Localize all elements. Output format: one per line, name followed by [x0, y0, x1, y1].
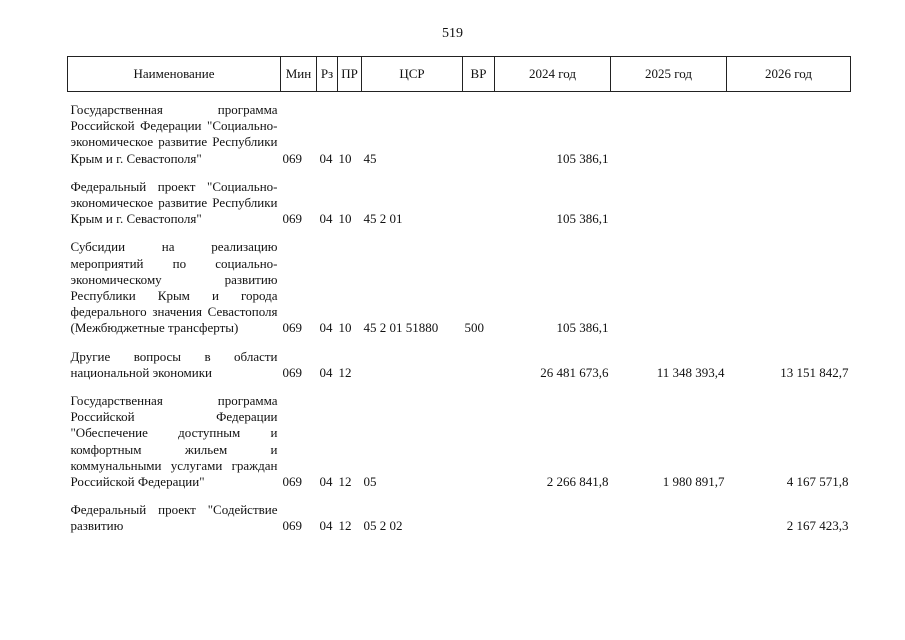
row-2025 [611, 179, 727, 230]
row-pr: 12 [338, 518, 352, 534]
header-2026: 2026 год [727, 57, 851, 92]
row-2024: 26 481 673,6 [540, 364, 609, 380]
row-pr: 12 [338, 364, 352, 380]
table-row [68, 239, 851, 338]
row-2026 [727, 239, 851, 338]
row-2025 [611, 502, 727, 536]
table-row [68, 349, 851, 383]
header-2024: 2024 год [495, 57, 611, 92]
row-vr: 500 [464, 320, 484, 336]
row-2024: 105 386,1 [556, 211, 609, 227]
budget-table [67, 56, 851, 537]
row-vr [463, 393, 495, 492]
row-min: 069 [282, 150, 302, 166]
row-csr: 05 2 02 [363, 518, 403, 534]
row-csr: 45 [363, 150, 377, 166]
row-pr: 10 [338, 211, 352, 227]
header-rz: Рз [317, 57, 338, 92]
row-name: Федеральный проект "Содействие развитию [70, 502, 278, 534]
row-rz: 04 [319, 518, 333, 534]
row-2026: 4 167 571,8 [786, 474, 849, 490]
table-header-row [68, 57, 851, 92]
row-2025 [611, 102, 727, 169]
row-min: 069 [282, 211, 302, 227]
row-pr: 12 [338, 474, 352, 490]
table-row [68, 102, 851, 169]
row-name: Государственная программа Российской Федерации "Социально-экономическое развитие Республики Крым и г. Севастополя" [70, 102, 278, 166]
row-vr [463, 349, 495, 383]
row-2024: 2 266 841,8 [546, 474, 609, 490]
row-vr [463, 179, 495, 230]
row-csr: 45 2 01 51880 [363, 320, 439, 336]
row-min: 069 [282, 518, 302, 534]
row-csr: 45 2 01 [363, 211, 403, 227]
row-2024: 105 386,1 [556, 150, 609, 166]
row-2026 [727, 102, 851, 169]
row-pr: 10 [338, 320, 352, 336]
header-min: Мин [281, 57, 317, 92]
header-csr: ЦСР [362, 57, 463, 92]
header-pr: ПР [338, 57, 362, 92]
row-name: Другие вопросы в области национальной экономики [70, 348, 278, 380]
row-2024: 105 386,1 [556, 320, 609, 336]
row-rz: 04 [319, 320, 333, 336]
row-vr [463, 102, 495, 169]
row-2026: 2 167 423,3 [786, 518, 849, 534]
row-name: Субсидии на реализацию мероприятий по социально-экономическому развитию Республики Крым и города федерального значения Севастополя (Межбюджетные трансферты) [70, 239, 278, 336]
row-2025: 11 348 393,4 [656, 364, 725, 380]
row-min: 069 [282, 320, 302, 336]
row-rz: 04 [319, 211, 333, 227]
table-row [68, 179, 851, 230]
row-csr [362, 349, 463, 383]
row-2026 [727, 179, 851, 230]
header-name: Наименование [68, 57, 281, 92]
row-name: Федеральный проект "Социально-экономическое развитие Республики Крым и г. Севастополя" [70, 178, 278, 227]
row-rz: 04 [319, 364, 333, 380]
table-spacer [68, 92, 851, 103]
row-name: Государственная программа Российской Федерации "Обеспечение доступным и комфортным жильем и коммунальными услугами граждан Российской Федерации" [70, 393, 278, 490]
row-csr: 05 [363, 474, 377, 490]
row-pr: 10 [338, 150, 352, 166]
row-min: 069 [282, 474, 302, 490]
header-vr: ВР [463, 57, 495, 92]
row-2024 [495, 502, 611, 536]
row-rz: 04 [319, 150, 333, 166]
row-2025: 1 980 891,7 [662, 474, 725, 490]
header-2025: 2025 год [611, 57, 727, 92]
row-vr [463, 502, 495, 536]
row-min: 069 [282, 364, 302, 380]
table-row [68, 502, 851, 536]
table-row [68, 393, 851, 492]
row-rz: 04 [319, 474, 333, 490]
row-2025 [611, 239, 727, 338]
page-number: 519 [442, 26, 463, 41]
row-2026: 13 151 842,7 [780, 364, 849, 380]
